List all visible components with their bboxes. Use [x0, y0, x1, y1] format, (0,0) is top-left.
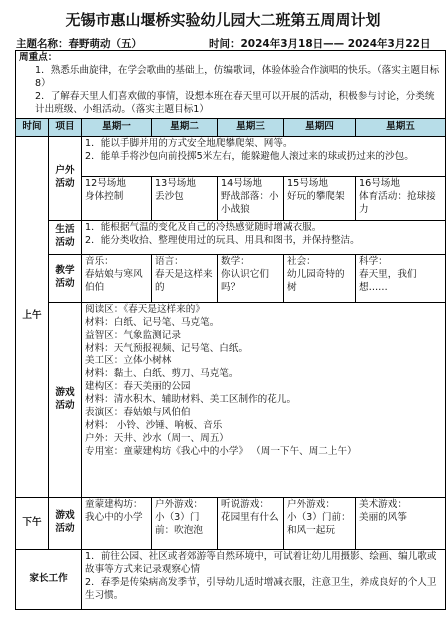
header-item: 项目 [49, 118, 82, 136]
weekly-goal-2: 2．了解春天里人们喜欢做的事情，设想本班在春天里可以开展的活动，积极参与讨论，分类统计出班级、小组活动。（落实主题目标1） [35, 90, 435, 115]
games-line-7: 建构区：春天美丽的公园 [85, 381, 191, 393]
time-label: 时间：2024年3月18日—— 2024年3月22日 [209, 38, 431, 50]
header-tuesday: 星期二 [152, 118, 218, 136]
header-wednesday: 星期三 [218, 118, 284, 136]
parents-note-2: 2．春季是传染病高发季节，引导幼儿适时增减衣服，注意卫生，养成良好的个人卫生习惯。 [85, 576, 437, 601]
outdoor-notes [82, 136, 446, 176]
morning-label: 上午 [16, 136, 49, 497]
life-label: 生活活动 [49, 220, 82, 254]
games-line-4: 材料：天气预报视频、记号笔、白纸。 [85, 342, 249, 354]
games-line-12: 专用室：童蒙建构坊《我心中的小学》 （周一下午、周二上午） [85, 446, 357, 457]
outdoor-note-1: 1．能以手脚并用的方式安全地爬攀爬架、网等。 [85, 137, 293, 149]
afternoon-monday: 童蒙建构坊： 我心中的小学 [82, 497, 152, 549]
parents-note-1: 1．前往公园、社区或者郊游等自然环境中，可试着让幼儿用摄影、绘画、编儿歌或故事等方式来记录观察心情 [85, 550, 437, 575]
games-line-5: 美工区：立体小树林 [85, 355, 172, 367]
weekly-goal-1: 1．熟悉乐曲旋律，在学会歌曲的基础上，仿编歌词，体验体验合作演唱的快乐。（落实主题目标8） [35, 64, 440, 89]
parents-label: 家长工作 [16, 549, 82, 609]
afternoon-wednesday: 听说游戏： 花园里有什么 [218, 497, 284, 549]
life-note-1: 1．能根据气温的变化及自己的冷热感觉随时增减衣服。 [85, 221, 322, 233]
games-line-10: 材料： 小铃、沙锤、响板、音乐 [85, 420, 223, 432]
outdoor-monday: 12号场地 身体控制 [82, 176, 152, 220]
games-line-11: 户外：天井、沙水（周一、周五） [85, 433, 229, 445]
games-line-6: 材料：黏土、白纸、剪刀、马克笔。 [85, 368, 239, 380]
column-header-row [16, 118, 446, 136]
afternoon-thursday: 户外游戏： 小（3）门前：和风一起玩 [284, 497, 356, 549]
outdoor-tuesday: 13号场地 丢沙包 [152, 176, 218, 220]
outdoor-note-2: 2．能单手将沙包向前投掷5米左右，能躲避他人滚过来的球或扔过来的沙包。 [85, 150, 414, 162]
outdoor-wednesday: 14号场地 野战部落：小小战狼 [218, 176, 284, 220]
teaching-label: 教学活动 [49, 254, 82, 302]
header-thursday: 星期四 [284, 118, 356, 136]
teaching-tuesday: 语言： 春天是这样来的 [152, 254, 218, 302]
outdoor-label: 户外活动 [49, 136, 82, 220]
weekly-goals-label: 周重点： [19, 52, 58, 63]
teaching-thursday: 社会： 幼儿园奇特的树 [284, 254, 356, 302]
plan-table [15, 50, 446, 610]
games-line-2: 材料：白纸、记号笔、马克笔。 [85, 316, 220, 328]
parents-notes [82, 549, 446, 609]
weekly-goals [16, 51, 446, 119]
teaching-friday: 科学： 春天里，我们想…… [356, 254, 446, 302]
games-line-3: 益智区：气象监测记录 [85, 329, 181, 341]
games-line-1: 阅读区：《春天是这样来的》 [85, 303, 205, 315]
teaching-monday: 音乐： 春姑娘与寒风伯伯 [82, 254, 152, 302]
afternoon-games-label: 游戏活动 [49, 497, 82, 549]
header-friday: 星期五 [356, 118, 446, 136]
outdoor-friday: 16号场地 体育活动：抢球接力 [356, 176, 446, 220]
header-time: 时间 [16, 118, 49, 136]
page-title: 无锡市惠山堰桥实验幼儿园大二班第五周周计划 [65, 11, 381, 29]
games-lines [82, 302, 446, 497]
life-note-2: 2．能分类收拾、整理使用过的玩具、用具和图书，并保持整洁。 [85, 234, 360, 246]
games-line-9: 表演区：春姑娘与风伯伯 [85, 407, 191, 419]
header-monday: 星期一 [82, 118, 152, 136]
games-line-8: 材料：清水积木、辅助材料、美工区制作的花儿。 [85, 394, 297, 406]
afternoon-tuesday: 户外游戏： 小（3）门前：吹泡泡 [152, 497, 218, 549]
afternoon-label: 下午 [16, 497, 49, 549]
life-notes [82, 220, 446, 254]
teaching-wednesday: 数学： 你认识它们吗？ [218, 254, 284, 302]
afternoon-friday: 美术游戏： 美丽的风筝 [356, 497, 446, 549]
outdoor-thursday: 15号场地 好玩的攀爬架 [284, 176, 356, 220]
games-label: 游戏活动 [49, 302, 82, 497]
theme-label: 主题名称：春野萌动（五） [16, 38, 142, 50]
